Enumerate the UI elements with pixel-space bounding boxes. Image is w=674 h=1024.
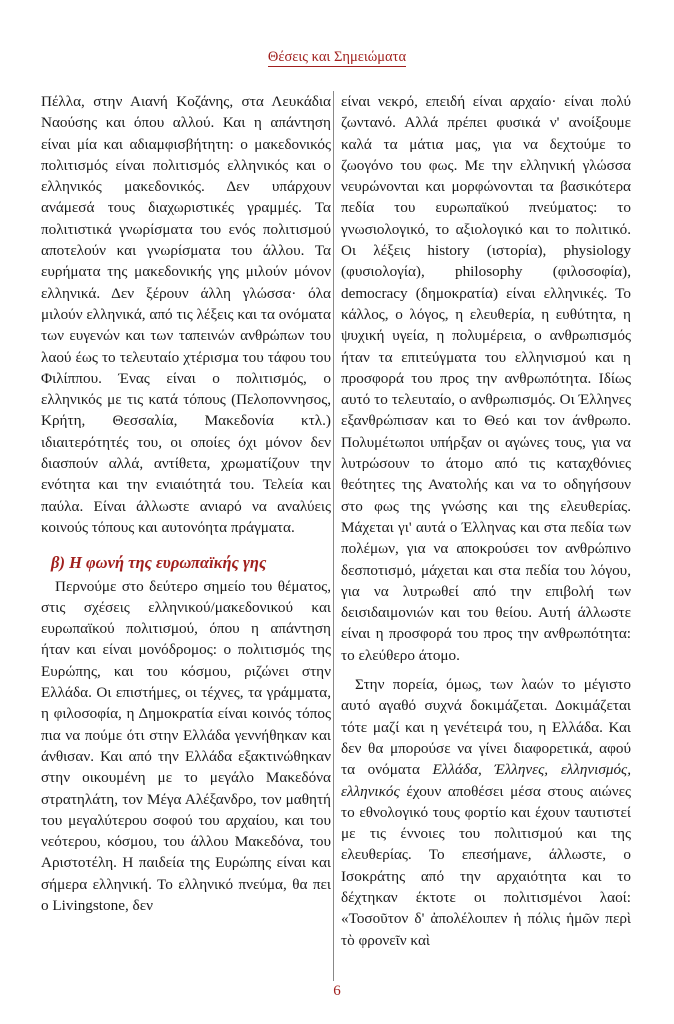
page-number: 6 [333,983,341,999]
left-paragraph-1: Πέλλα, στην Αιανή Κοζάνης, στα Λευκάδια Ναούσης και όπου αλλού. Και η απάντηση είναι μία και αδιαμφισβήτητη: ο μακεδονικός πολιτισμός είναι πολιτισμός ελληνικός και ο ελληνικός μακεδονικός. Δεν υπάρχουν ανάμεσά τους διαχωριστικές γραμμές. Τα πολιτιστικά γνωρίσματα του ενός πολιτισμού αποτελούν και γνωρίσματα του άλλου. Τα ευρήματα της μακεδονικής γης μιλούν μόνον ελληνικά. Δεν ξέρουν άλλη γλώσσα· όλα μιλούν ελληνικά, από τις λέξεις και τα ονόματα των ευγενών και των ταπεινών ανθρώπων του λαού έως το τελευταίο χτέρισμα του τάφου του Φιλίππου. Ένας είναι ο πολιτισμός, ο ελληνικός με τις κατά τόπους (Πελοποννησος, Κρήτη, Θεσσαλία, Μακεδονία κτλ.) ιδιαιτερότητές του, οι οποίες όχι μόνον δεν διασπούν αλλά, αντίθετα, χρωματίζουν την ενότητα και την ενιαιότητά του. Τελεία και παύλα. Είναι άλλωστε ανιαρό να αναλύεις κοινούς τόπους και αυτονόητα πράγματα. [41,93,331,536]
right-paragraph-2-italic: Ελλάδα, Έλληνες, ελληνισμός, ελληνικός [341,761,631,800]
section-heading: β) Η φωνή της ευρωπαϊκής γης [51,553,267,573]
right-paragraph-2 [341,674,631,951]
right-paragraph-1: είναι νεκρό, επειδή είναι αρχαίο· είναι πολύ ζωντανό. Αλλά πρέπει φυσικά ν' ανοίξουμε καλά τα μάτια μας, για να δεχτούμε το ζωογόνο του φως. Με την ελληνική γλώσσα νευρώνονται και μορφώνονται τα βασικότερα πεδία του ευρωπαϊκού πνεύματος: το γνωσιολογικό, το αξιολογικό και το πολιτικό. Οι λέξεις history (ιστορία), physiology (φυσιολογία), philosophy (φιλοσοφία), democracy (δημοκρατία) είναι ελληνικές. Το κάλλος, ο λόγος, η ελευθερία, η ευθύτητα, η ψυχική υγεία, η πολυμέρεια, ο ανθρωπισμός ήταν τα επιτεύγματα του ελληνισμού και η προσφορά του προς την ανθρωπότητα. Ιδίως αυτό το τελευταίο, ο ανθρωπισμός. Οι Έλληνες εξανθρώπισαν και το Θεό και τον άνθρωπο. Πολυμέτωποι υπήρξαν οι αγώνες τους, για να λυτρώσουν το άτομο από τις καταχθόνιες θεότητες της Ανατολής και να το οδηγήσουν στο φως της γνώσης και της ελευθερίας. Μάχεται γι' αυτά ο Έλληνας και στα πεδία των πολέμων, για να αποκρούσει τον ανθρώπινο δεσποτισμό, μάχεται και στα πεδία του λόγου, για να λυτρωθεί από την επιβολή των δεισιδαιμονιών και του θείου. Αυτή άλλωστε είναι η προσφορά του προς την ανθρωπότητα: το ελεύθερο άτομο. [341,93,631,664]
left-column [41,91,331,916]
header-title: Θέσεις και Σημειώματα [267,49,407,65]
column-divider [333,91,334,981]
left-paragraph-2: Περνούμε στο δεύτερο σημείο του θέματος, στις σχέσεις ελληνικού/μακεδονικού και ευρωπαϊκού πολιτισμού, όπου η απάντηση ήταν και είναι μονόδρομος: ο πολιτισμός της Ευρώπης, και του κόσμου, ριζώνει στην Ελλάδα. Οι επιστήμες, οι τέχνες, τα γράμματα, η φιλοσοφία, η Δημοκρατία είναι κοινός τόπος πια να πούμε ότι στην Ελλάδα γεννήθηκαν και άνθισαν. Και από την Ελλάδα εξακτινώθηκαν στην οικουμένη με το μεγάλο Μακεδόνα στρατηλάτη, τον Μέγα Αλέξανδρο, τον μαθητή του μεγαλύτερου σοφού του αρχαίου, και του νεότερου, κόσμου, του άλλου Μακεδόνα, του Αριστοτέλη. Η παιδεία της Ευρώπης είναι και σήμερα ελληνική. Το ελληνικό πνεύμα, θα πει ο Livingstone, δεν [41,577,331,914]
right-paragraph-2-start: Στην πορεία, όμως, των λαών το μέγιστο αυτό αγαθό συχνά δοκιμάζεται. Δοκιμάζεται τότε μαζί και η γενέτειρά του, η Ελλάδα. Και δεν θα μπορούσε να γίνει διαφορετικά, αφού τα ονόματα [341,676,631,779]
right-column [341,91,631,951]
right-paragraph-2-end: έχουν αποθέσει μέσα στους αιώνες το εθνολογικό τους φορτίο και έχουν ταυτιστεί με τις έννοιες του πολιτισμού και της ελευθερίας. Το επεσήμανε, άλλωστε, ο Ισοκράτης από την αρχαιότητα και το δέχτηκαν έκτοτε οι πολιτισμένοι λαοί: «Τοσοῦτον δ' ἀπολέλοιπεν ἡ πόλις ἡμῶν περὶ τὸ φρονεῖν καὶ [341,782,631,949]
running-header [0,48,674,66]
